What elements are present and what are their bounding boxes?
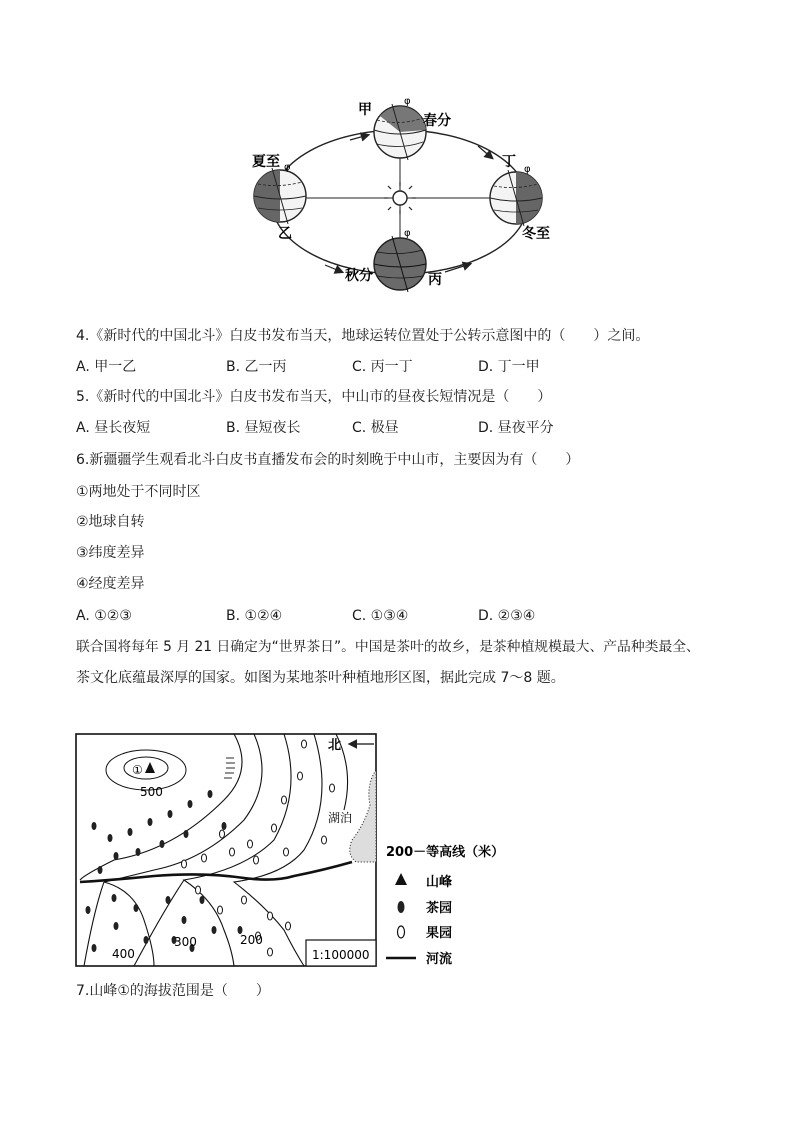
- tea-plantation-topo-map: [74, 730, 534, 970]
- legend-orchard: 果园: [426, 926, 453, 941]
- q6-option-c[interactable]: C. ①③④: [352, 608, 409, 624]
- contour-label-500: 500: [140, 785, 163, 799]
- earth-position-bing: [374, 236, 426, 292]
- q4-option-c[interactable]: C. 丙一丁: [352, 359, 413, 375]
- earth-position-jia: [374, 104, 426, 160]
- axis-symbol: φ: [524, 164, 531, 175]
- q6-item-2: ②地球自转: [76, 514, 145, 530]
- q4-option-b[interactable]: B. 乙一丙: [226, 359, 287, 375]
- q6-item-1: ①两地处于不同时区: [76, 484, 201, 500]
- label-spring-equinox: 春分: [423, 113, 451, 129]
- axis-symbol: φ: [284, 162, 291, 173]
- question-6-stem: 6.新疆疆学生观看北斗白皮书直播发布会的时刻晚于中山市，主要因为有（ ）: [76, 452, 580, 468]
- orbit-arrow: [350, 135, 368, 140]
- q4-option-a[interactable]: A. 甲一乙: [76, 359, 137, 375]
- legend-orchard-icon: [398, 926, 405, 938]
- question-4-stem: 4.《新时代的中国北斗》白皮书发布当天，地球运转位置处于公转示意图中的（ ）之间。: [76, 328, 650, 344]
- question-5-stem: 5.《新时代的中国北斗》白皮书发布当天，中山市的昼夜长短情况是（ ）: [76, 389, 552, 405]
- legend-tea: 茶园: [426, 901, 453, 916]
- legend-contour: 200－等高线（米）: [386, 845, 505, 860]
- legend-peak-icon: [395, 873, 407, 885]
- axis-symbol: φ: [404, 228, 411, 239]
- legend-river: 河流: [426, 952, 453, 967]
- scale-text: 1:100000: [312, 948, 370, 962]
- passage-line-1: 联合国将每年 5 月 21 日确定为“世界茶日”。中国是茶叶的故乡，是茶种植规模最大、产品种类最全、: [76, 639, 700, 655]
- label-jia: 甲: [358, 102, 372, 118]
- earth-orbit-diagram: [240, 90, 560, 300]
- q5-option-c[interactable]: C. 极昼: [352, 420, 399, 436]
- q5-option-b[interactable]: B. 昼短夜长: [226, 420, 301, 436]
- label-ding: 丁: [502, 154, 516, 170]
- orbit-arrow: [445, 264, 470, 272]
- contour-label-300: 300: [174, 935, 197, 949]
- earth-position-yi: [254, 168, 306, 224]
- question-7-stem: 7.山峰①的海拔范围是（ ）: [76, 983, 270, 999]
- contour-label-400: 400: [112, 947, 135, 961]
- earth-position-ding: [490, 170, 542, 226]
- q6-option-a[interactable]: A. ①②③: [76, 608, 132, 624]
- legend-tea-icon: [398, 901, 405, 913]
- label-bing: 丙: [428, 272, 442, 288]
- q6-item-3: ③纬度差异: [76, 545, 145, 561]
- passage-line-2: 茶文化底蕴最深厚的国家。如图为某地茶叶种植地形区图，据此完成 7～8 题。: [76, 670, 565, 686]
- label-autumn-equinox: 秋分: [345, 268, 373, 284]
- label-summer-solstice: 夏至: [252, 154, 280, 170]
- axis-symbol: φ: [404, 96, 411, 107]
- q6-item-4: ④经度差异: [76, 576, 145, 592]
- q5-option-d[interactable]: D. 昼夜平分: [478, 420, 554, 436]
- map-frame: [76, 734, 376, 966]
- lake-label: 湖泊: [328, 811, 353, 825]
- q6-option-b[interactable]: B. ①②④: [226, 608, 283, 624]
- peak-number-label: ①: [132, 763, 143, 777]
- q5-option-a[interactable]: A. 昼长夜短: [76, 420, 151, 436]
- q4-option-d[interactable]: D. 丁一甲: [478, 359, 540, 375]
- label-yi: 乙: [278, 226, 292, 242]
- label-winter-solstice: 冬至: [522, 226, 550, 242]
- legend-peak: 山峰: [426, 875, 453, 890]
- contour-label-200: 200: [240, 933, 263, 947]
- q6-option-d[interactable]: D. ②③④: [478, 608, 536, 624]
- north-label: 北: [328, 738, 342, 753]
